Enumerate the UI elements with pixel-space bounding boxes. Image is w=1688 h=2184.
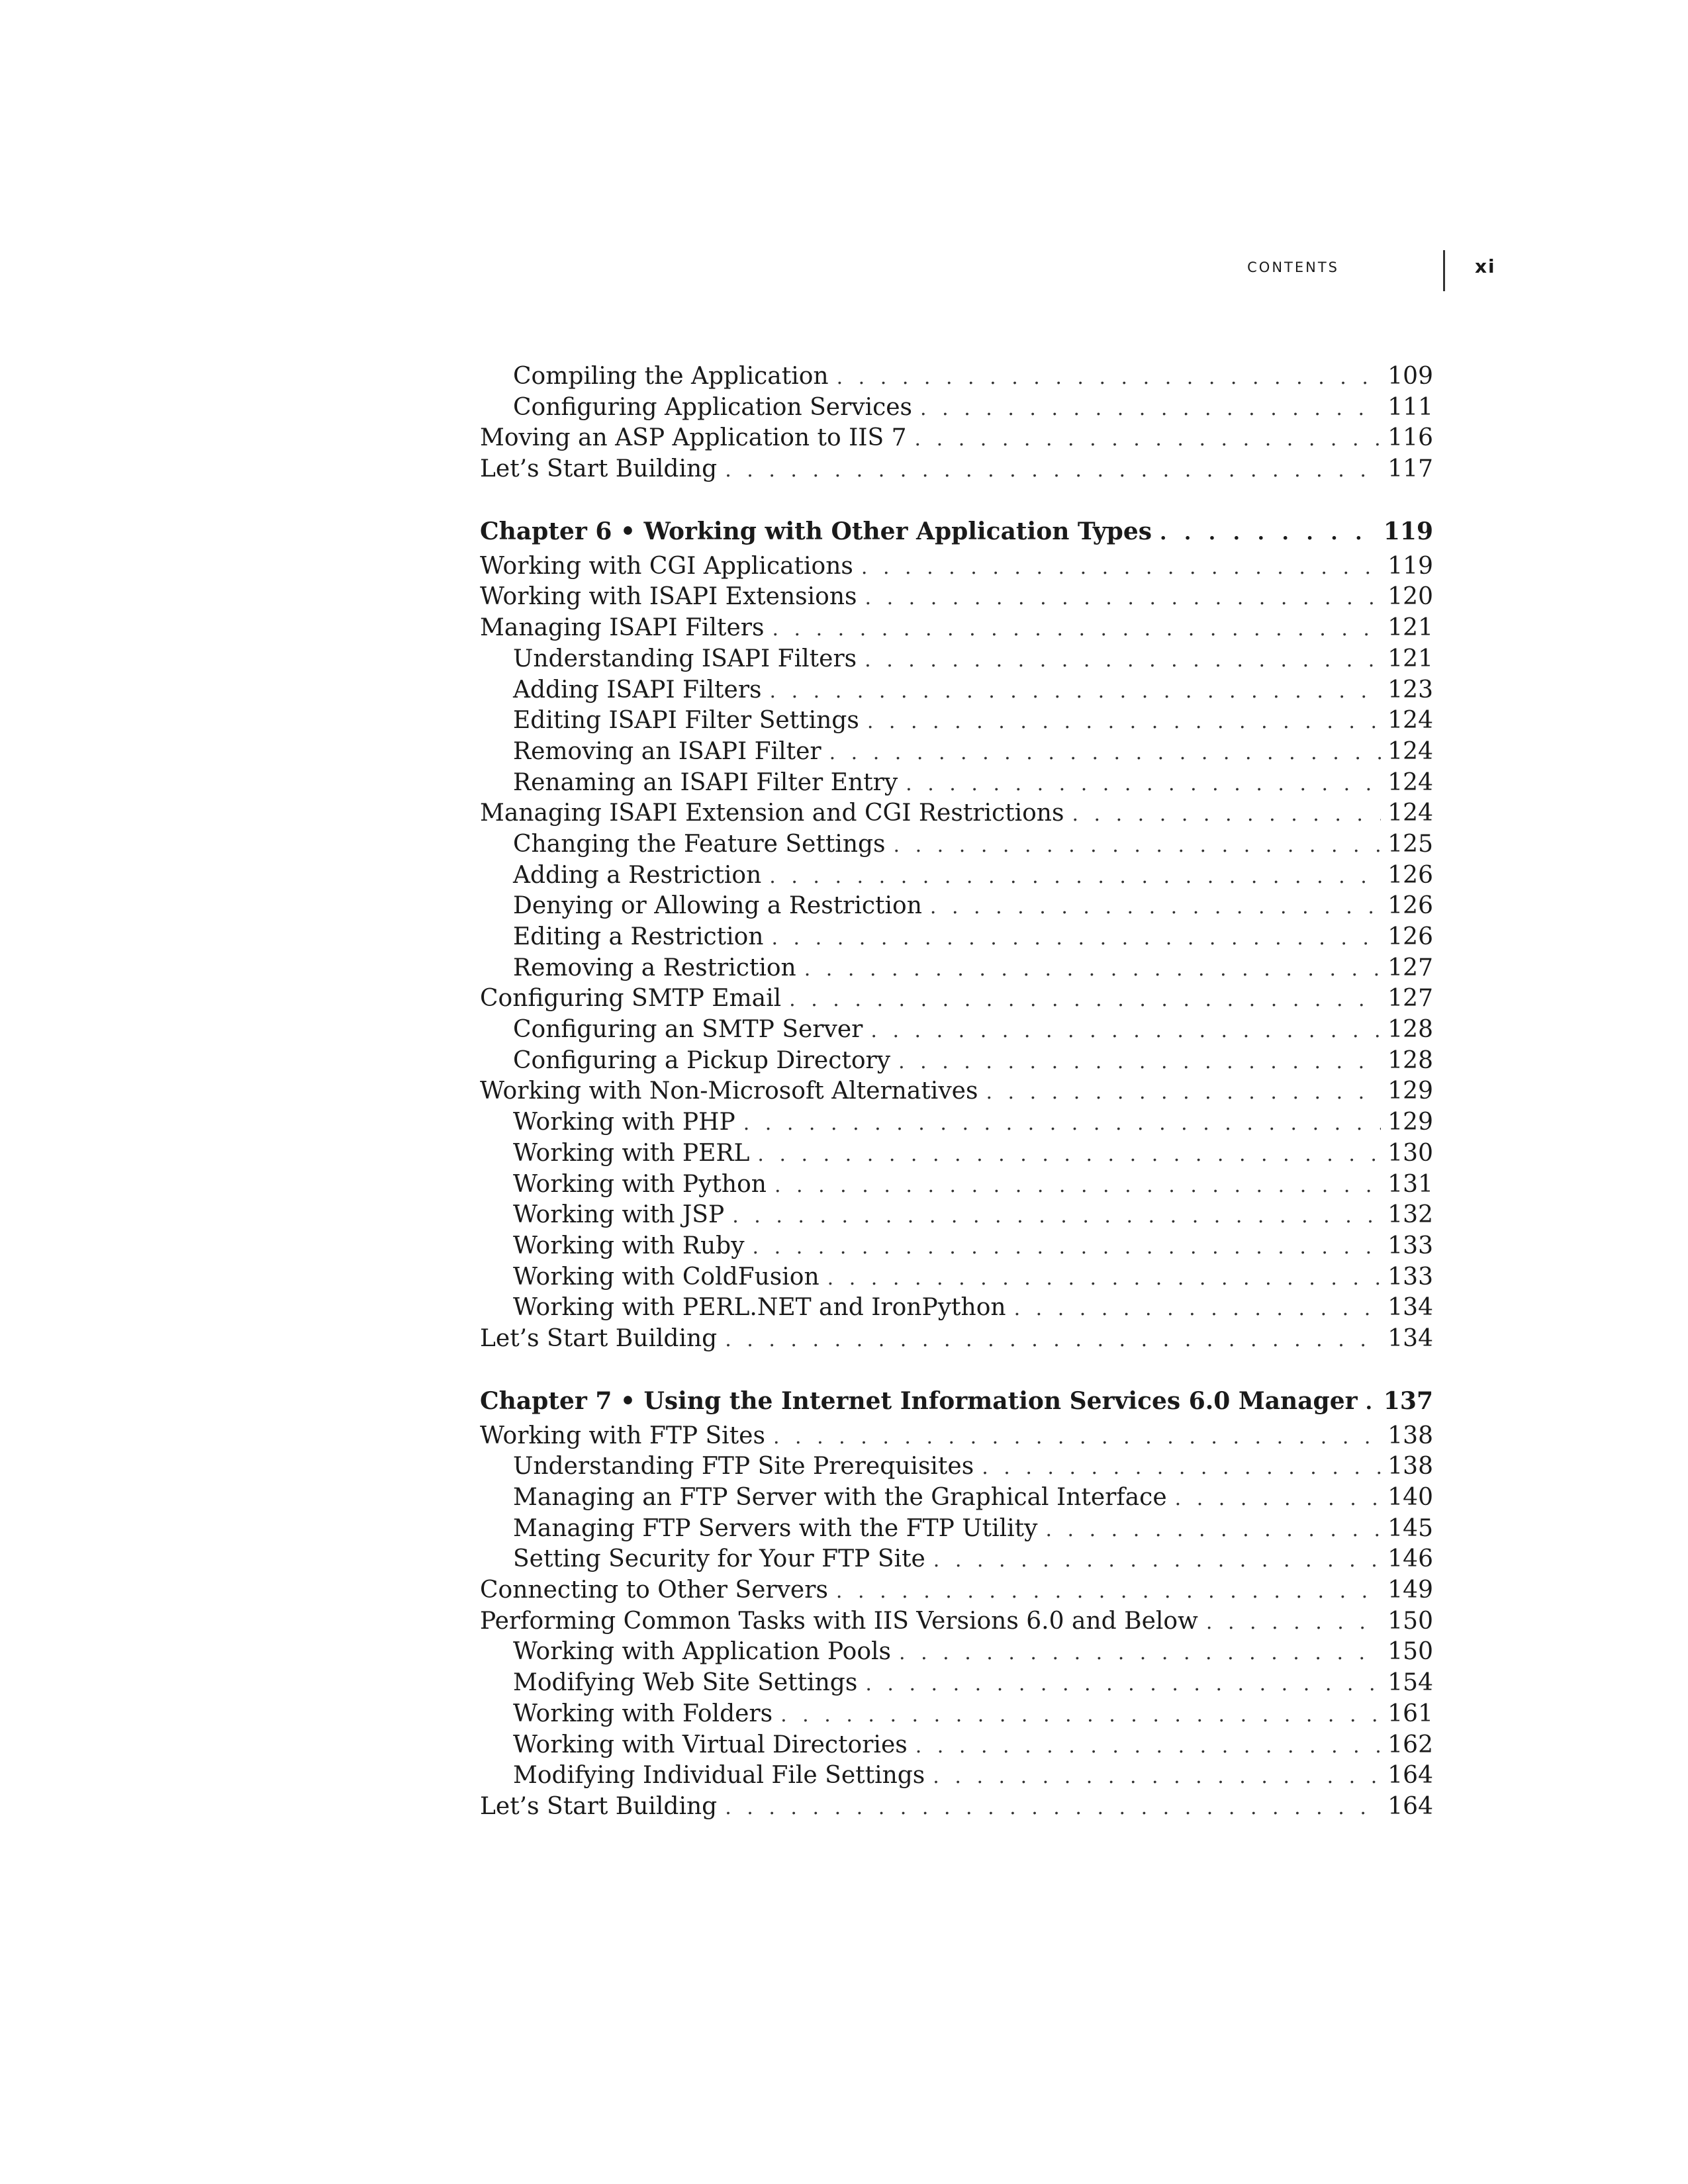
toc-entry-title: Working with Non-Microsoft Alternatives [480,1077,978,1105]
toc-entry[interactable] [480,1107,1433,1138]
toc-entry-page-number: 120 [1387,583,1433,611]
toc-entry-title: Removing an ISAPI Filter [513,737,821,765]
dot-leader [725,1325,1381,1356]
toc-entry-page-number: 127 [1387,985,1433,1013]
toc-entry-title: Removing a Restriction [513,954,796,981]
dot-leader [1160,516,1377,551]
toc-entry-page-number: 124 [1387,707,1433,735]
toc-entry[interactable] [480,829,1433,860]
toc-entry-title: Managing ISAPI Filters [480,614,765,642]
toc-entry-page-number: 161 [1387,1700,1433,1727]
toc-entry-page-number: 138 [1387,1422,1433,1449]
toc-entry-title: Compiling the Application [513,363,829,390]
dot-leader [861,553,1381,584]
dot-leader [867,707,1381,738]
toc-entry-page-number: 127 [1387,954,1433,981]
dot-leader [837,363,1382,394]
toc-entry-title: Renaming an ISAPI Filter Entry [513,768,898,796]
toc-entry-page-number: 119 [1387,552,1433,580]
toc-entry-page-number: 164 [1387,1762,1433,1790]
toc-entry[interactable] [480,613,1433,644]
toc-entry-page-number: 154 [1387,1669,1433,1697]
toc-entry[interactable] [480,551,1433,582]
toc-entry-title: Understanding FTP Site Prerequisites [513,1453,974,1480]
dot-leader [982,1453,1381,1484]
toc-entry-title: Working with JSP [513,1201,725,1229]
toc-entry-page-number: 134 [1387,1324,1433,1352]
dot-leader [829,738,1382,769]
toc-entry-title: Working with PHP [513,1109,735,1136]
dot-leader [915,424,1382,455]
toc-entry-title: Performing Common Tasks with IIS Versions 6.0 and Below [480,1607,1198,1635]
running-head-page-number: xi [1475,255,1496,277]
table-of-contents [480,361,1433,1823]
dot-leader [836,1576,1381,1608]
toc-entry[interactable] [480,1514,1433,1545]
toc-entry-page-number: 126 [1387,861,1433,889]
dot-leader [770,676,1382,707]
toc-entry-page-number: 126 [1387,923,1433,950]
toc-entry-page-number: 121 [1387,645,1433,672]
toc-entry-title: Modifying Web Site Settings [513,1669,858,1697]
toc-entry-page-number: 124 [1387,768,1433,796]
toc-entry-page-number: 128 [1387,1016,1433,1044]
toc-entry-page-number: 125 [1387,830,1433,858]
toc-entry-page-number: 124 [1387,799,1433,827]
toc-entry[interactable] [480,1324,1433,1355]
toc-entry-page-number: 140 [1387,1484,1433,1511]
toc-entry-page-number: 134 [1387,1294,1433,1322]
toc-entry-title: Configuring Application Services [513,393,913,421]
dot-leader [870,1016,1381,1047]
dot-leader [894,831,1382,862]
toc-entry-title: Working with ColdFusion [513,1263,820,1291]
toc-entry-title: Let’s Start Building [480,1792,718,1820]
toc-entry[interactable] [480,1231,1433,1262]
toc-entry-page-number: 109 [1387,363,1433,390]
toc-entry[interactable] [480,1076,1433,1107]
toc-entry[interactable] [480,1262,1433,1293]
toc-entry-title: Changing the Feature Settings [513,830,886,858]
chapter-7-heading[interactable] [480,1384,1433,1418]
dot-leader [753,1232,1382,1263]
toc-entry-page-number: 124 [1387,737,1433,765]
toc-entry[interactable] [480,392,1433,424]
chapter-page-number: 119 [1383,517,1433,545]
toc-entry[interactable] [480,675,1433,706]
toc-entry[interactable] [480,1200,1433,1231]
dot-leader [1206,1608,1381,1639]
toc-entry-page-number: 133 [1387,1232,1433,1259]
dot-leader [827,1263,1382,1295]
toc-entry[interactable] [480,1668,1433,1699]
toc-entry[interactable] [480,1760,1433,1792]
toc-entry[interactable] [480,1699,1433,1730]
toc-entry-title: Managing ISAPI Extension and CGI Restrictions [480,799,1064,827]
dot-leader [899,1638,1381,1669]
toc-entry-page-number: 164 [1387,1792,1433,1820]
dot-leader [773,1422,1381,1453]
toc-entry-title: Working with ISAPI Extensions [480,583,857,611]
dot-leader [771,923,1381,954]
dot-leader [725,455,1381,486]
toc-entry-title: Working with Application Pools [513,1638,891,1666]
toc-entry-page-number: 133 [1387,1263,1433,1291]
toc-entry[interactable] [480,361,1433,392]
dot-leader [804,954,1382,985]
toc-entry-page-number: 150 [1387,1607,1433,1635]
dot-leader [920,394,1381,425]
toc-entry-page-number: 111 [1387,393,1433,421]
toc-entry-page-number: 128 [1387,1046,1433,1074]
toc-entry-title: Let’s Start Building [480,1324,718,1352]
toc-entry-page-number: 129 [1387,1109,1433,1136]
toc-entry-title: Working with CGI Applications [480,552,853,580]
toc-entry[interactable] [480,737,1433,768]
dot-leader [1072,799,1381,831]
dot-leader [1366,1386,1377,1420]
toc-entry[interactable] [480,983,1433,1015]
toc-entry[interactable] [480,1169,1433,1201]
toc-entry-title: Working with FTP Sites [480,1422,765,1449]
toc-entry-title: Working with PERL.NET and IronPython [513,1294,1006,1322]
dot-leader [789,985,1381,1016]
toc-entry[interactable] [480,922,1433,953]
dot-leader [865,645,1381,676]
toc-entry-title: Configuring a Pickup Directory [513,1046,891,1074]
toc-entry-title: Adding a Restriction [513,861,762,889]
dot-leader [915,1731,1382,1762]
toc-entry-page-number: 117 [1387,455,1433,483]
toc-entry-title: Working with Folders [513,1700,773,1727]
toc-entry[interactable] [480,1421,1433,1452]
toc-entry[interactable] [480,705,1433,737]
dot-leader [933,1545,1382,1576]
chapter-page-number: 137 [1383,1387,1433,1415]
toc-entry-title: Configuring an SMTP Server [513,1016,863,1044]
toc-entry-page-number: 149 [1387,1576,1433,1604]
chapter-6-entries [480,551,1433,1355]
toc-entry-title: Working with Python [513,1170,767,1198]
toc-entry-page-number: 145 [1387,1514,1433,1542]
toc-entry-title: Editing ISAPI Filter Settings [513,707,859,735]
toc-entry-title: Managing FTP Servers with the FTP Utility [513,1514,1038,1542]
toc-entry-page-number: 146 [1387,1545,1433,1573]
toc-entry[interactable] [480,1637,1433,1668]
toc-entry-page-number: 121 [1387,614,1433,642]
toc-section-continued [480,361,1433,485]
toc-entry-page-number: 150 [1387,1638,1433,1666]
toc-entry[interactable] [480,644,1433,675]
toc-entry[interactable] [480,1015,1433,1046]
toc-entry-page-number: 138 [1387,1453,1433,1480]
toc-entry-title: Configuring SMTP Email [480,985,782,1013]
toc-entry-page-number: 162 [1387,1731,1433,1758]
dot-leader [906,769,1381,800]
dot-leader [772,614,1381,645]
toc-entry[interactable] [480,1730,1433,1761]
dot-leader [1175,1484,1382,1515]
toc-entry-title: Editing a Restriction [513,923,764,950]
dot-leader [757,1140,1381,1171]
toc-entry-page-number: 126 [1387,892,1433,920]
toc-entry-title: Understanding ISAPI Filters [513,645,857,672]
toc-entry-title: Moving an ASP Application to IIS 7 [480,424,907,452]
running-head [1247,250,1496,290]
chapter-title: Chapter 7 • Using the Internet Information Services 6.0 Manager [480,1387,1358,1415]
dot-leader [865,583,1382,614]
toc-entry-title: Working with Virtual Directories [513,1731,908,1758]
toc-entry[interactable] [480,1606,1433,1637]
dot-leader [986,1077,1381,1109]
dot-leader [743,1109,1382,1140]
toc-entry-title: Modifying Individual File Settings [513,1762,925,1790]
running-head-divider [1443,250,1445,291]
toc-entry[interactable] [480,1482,1433,1514]
dot-leader [865,1669,1381,1700]
dot-leader [725,1793,1381,1824]
toc-entry-page-number: 129 [1387,1077,1433,1105]
chapter-title: Chapter 6 • Working with Other Application Types [480,517,1152,545]
toc-entry-page-number: 116 [1387,424,1433,452]
toc-entry[interactable] [480,1792,1433,1823]
toc-entry[interactable] [480,1544,1433,1575]
toc-entry-title: Adding ISAPI Filters [513,676,762,704]
dot-leader [774,1171,1381,1202]
toc-entry[interactable] [480,798,1433,829]
dot-leader [930,892,1381,923]
toc-entry[interactable] [480,454,1433,485]
toc-entry-title: Working with Ruby [513,1232,745,1259]
toc-entry-page-number: 123 [1387,676,1433,704]
toc-entry-title: Connecting to Other Servers [480,1576,828,1604]
running-head-label: contents [1247,254,1339,277]
toc-entry[interactable] [480,1138,1433,1169]
toc-entry-title: Setting Security for Your FTP Site [513,1545,925,1573]
toc-entry-title: Managing an FTP Server with the Graphical Interface [513,1484,1167,1511]
chapter-7-entries [480,1421,1433,1823]
toc-entry[interactable] [480,768,1433,799]
dot-leader [898,1047,1381,1078]
toc-entry[interactable] [480,423,1433,454]
toc-entry[interactable] [480,1293,1433,1324]
toc-entry[interactable] [480,860,1433,891]
toc-entry[interactable] [480,1575,1433,1606]
dot-leader [1014,1294,1382,1325]
toc-entry[interactable] [480,1046,1433,1077]
toc-entry-page-number: 132 [1387,1201,1433,1229]
dot-leader [933,1762,1381,1793]
chapter-6-heading[interactable] [480,514,1433,549]
dot-leader [732,1201,1381,1232]
dot-leader [1045,1515,1381,1546]
dot-leader [780,1700,1381,1731]
toc-entry-title: Let’s Start Building [480,455,718,483]
toc-entry[interactable] [480,891,1433,922]
toc-entry-page-number: 131 [1387,1170,1433,1198]
toc-entry-title: Denying or Allowing a Restriction [513,892,922,920]
toc-entry[interactable] [480,1451,1433,1482]
toc-entry[interactable] [480,582,1433,613]
toc-entry-title: Working with PERL [513,1139,750,1167]
dot-leader [769,862,1381,893]
toc-entry-page-number: 130 [1387,1139,1433,1167]
toc-entry[interactable] [480,953,1433,984]
